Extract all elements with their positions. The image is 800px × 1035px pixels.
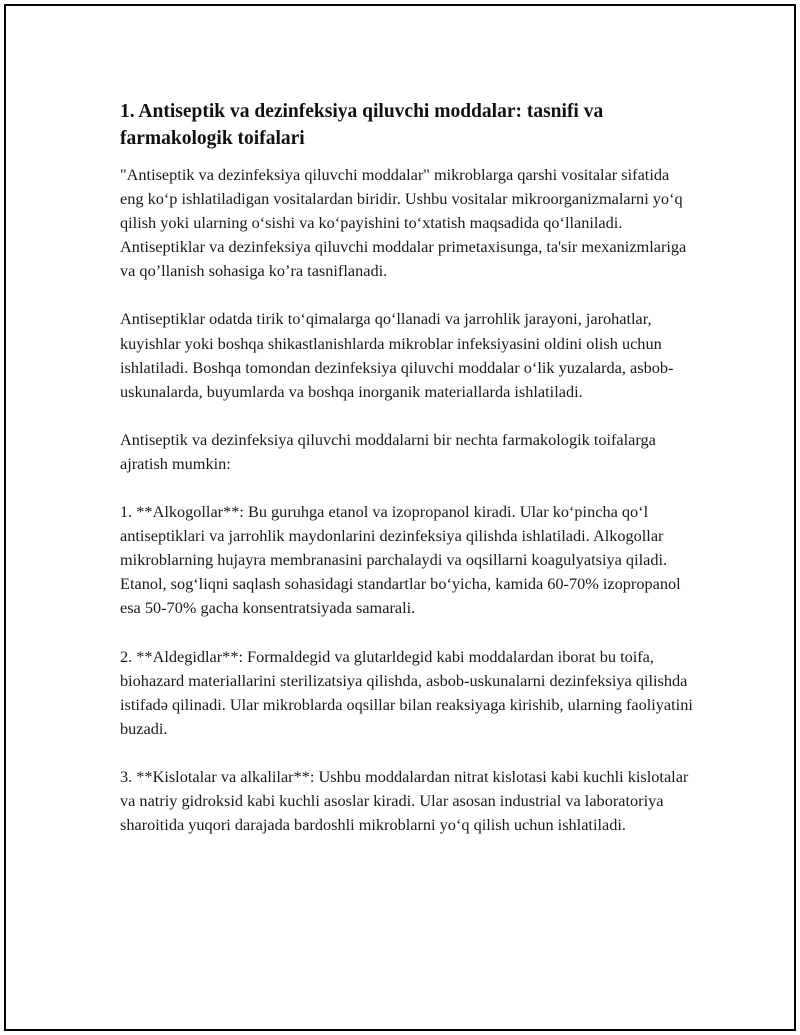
- section-heading: 1. Antiseptik va dezinfeksiya qiluvchi moddalar: tasnifi va farmakologik toifalari: [120, 101, 604, 149]
- paragraph-antiseptics-usage: Antiseptiklar odatda tirik toʻqimalarga qoʻllanadi va jarrohlik jarayoni, jarohatlar, kuyishlar yoki boshqa shikastlanishlarda mikroblar infeksiyasini oldini olish uchun ishlatiladi. Boshqa tomondan dezinfeksiya qiluvchi moddalar oʻlik yuzalarda, asbob-uskunalarda, buyumlarda va boshqa inorganik materiallarda ishlatiladi.: [120, 309, 674, 401]
- list-item-alcohols: 1. **Alkogollar**: Bu guruhga etanol va izopropanol kiradi. Ular koʻpincha qoʻl antiseptiklari va jarrohlik maydonlarini dezinfeksiya qilishda ishlatiladi. Alkogollar mikroblarning hujayra membranasini parchalaydi va oqsillarni koagulyatsiya qiladi. Etanol, sogʻliqni saqlash sohasidagi standartlar boʻyicha, kamida 60-70% izopropanol esa 50-70% gacha konsentratsiyada samarali.: [120, 502, 681, 618]
- list-item-aldehydes: 2. **Aldegidlar**: Formaldegid va glutarldegid kabi moddalardan iborat bu toifa, biohazard materiallarini sterilizatsiya qilishda, asbob-uskunalarni dezinfeksiya qilishda istifadə qilinadi. Ular mikroblarda oqsillar bilan reaksiyaga kirishib, ularning faoliyatini buzadi.: [120, 646, 693, 738]
- list-item-acids-alkalis: 3. **Kislotalar va alkalilar**: Ushbu moddalardan nitrat kislotasi kabi kuchli kislotalar va natriy gidroksid kabi kuchli asoslar kiradi. Ular asosan industrial va laboratoriya sharoitida yuqori darajada bardoshli mikroblarni yoʻq qilish uchun ishlatiladi.: [120, 766, 689, 835]
- paragraph-categories-intro: Antiseptik va dezinfeksiya qiluvchi moddalarni bir nechta farmakologik toifalarga ajratish mumkin:: [120, 429, 656, 473]
- paragraph-intro: "Antiseptik va dezinfeksiya qiluvchi moddalar" mikroblarga qarshi vositalar sifatida eng koʻp ishlatiladigan vositalardan biridir. Ushbu vositalar mikroorganizmalarni yoʻq qilish yoki ularning oʻsishi va koʻpayishini toʻxtatish maqsadida qoʻllaniladi. Antiseptiklar va dezinfeksiya qiluvchi moddalar primetaxisunga, ta'sir mexanizmlariga va qo’llanish sohasiga ko’ra tasniflanadi.: [120, 165, 687, 281]
- document-page: [4, 4, 796, 1031]
- document-body: [120, 98, 695, 861]
